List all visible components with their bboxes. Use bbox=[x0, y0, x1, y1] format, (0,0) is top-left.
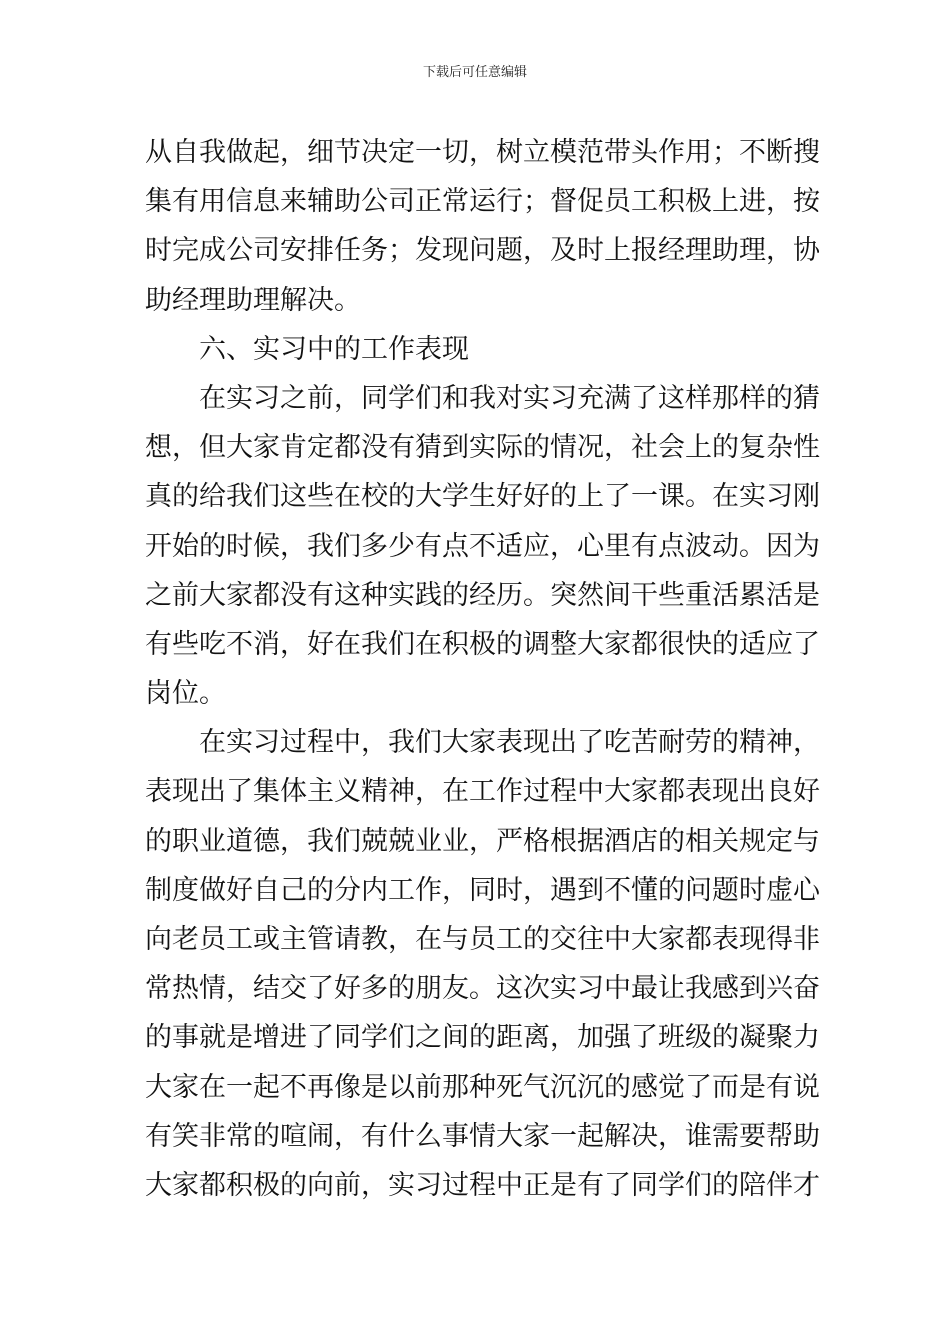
text-line: 集有用信息来辅助公司正常运行；督促员工积极上进，按 bbox=[145, 186, 820, 218]
text-line: 大家都积极的向前，实习过程中正是有了同学们的陪伴才 bbox=[145, 1169, 820, 1201]
text-line: 在实习过程中，我们大家表现出了吃苦耐劳的精神， bbox=[199, 727, 820, 759]
text-line: 之前大家都没有这种实践的经历。突然间干些重活累活是 bbox=[145, 579, 820, 611]
text-line: 表现出了集体主义精神，在工作过程中大家都表现出良好 bbox=[145, 776, 820, 808]
text-line: 在实习之前，同学们和我对实习充满了这样那样的猜 bbox=[199, 382, 820, 414]
text-line: 从自我做起，细节决定一切，树立模范带头作用；不断搜 bbox=[145, 137, 820, 168]
text-line: 常热情，结交了好多的朋友。这次实习中最让我感到兴奋 bbox=[145, 973, 820, 1005]
text-line: 时完成公司安排任务；发现问题，及时上报经理助理，协 bbox=[145, 235, 820, 267]
text-line: 制度做好自己的分内工作，同时，遇到不懂的问题时虚心 bbox=[145, 874, 820, 906]
text-line: 开始的时候，我们多少有点不适应，心里有点波动。因为 bbox=[145, 530, 820, 562]
text-line: 大家在一起不再像是以前那种死气沉沉的感觉了而是有说 bbox=[145, 1071, 820, 1103]
text-line: 向老员工或主管请教，在与员工的交往中大家都表现得非 bbox=[145, 924, 820, 955]
text-line: 有笑非常的喧闹，有什么事情大家一起解决，谁需要帮助 bbox=[145, 1120, 820, 1152]
text-line: 助经理助理解决。 bbox=[145, 284, 361, 316]
document-body bbox=[145, 128, 820, 1210]
text-line: 想，但大家肯定都没有猜到实际的情况，社会上的复杂性 bbox=[145, 432, 820, 464]
text-line: 的职业道德，我们兢兢业业，严格根据酒店的相关规定与 bbox=[145, 825, 820, 857]
text-line: 的事就是增进了同学们之间的距离，加强了班级的凝聚力 bbox=[145, 1022, 820, 1054]
text-line: 真的给我们这些在校的大学生好好的上了一课。在实习刚 bbox=[145, 481, 820, 513]
text-line: 岗位。 bbox=[145, 678, 226, 710]
section-heading: 六、实习中的工作表现 bbox=[199, 333, 469, 365]
text-line: 有些吃不消，好在我们在积极的调整大家都很快的适应了 bbox=[145, 628, 820, 660]
page-header: 下载后可任意编辑 bbox=[422, 65, 527, 80]
